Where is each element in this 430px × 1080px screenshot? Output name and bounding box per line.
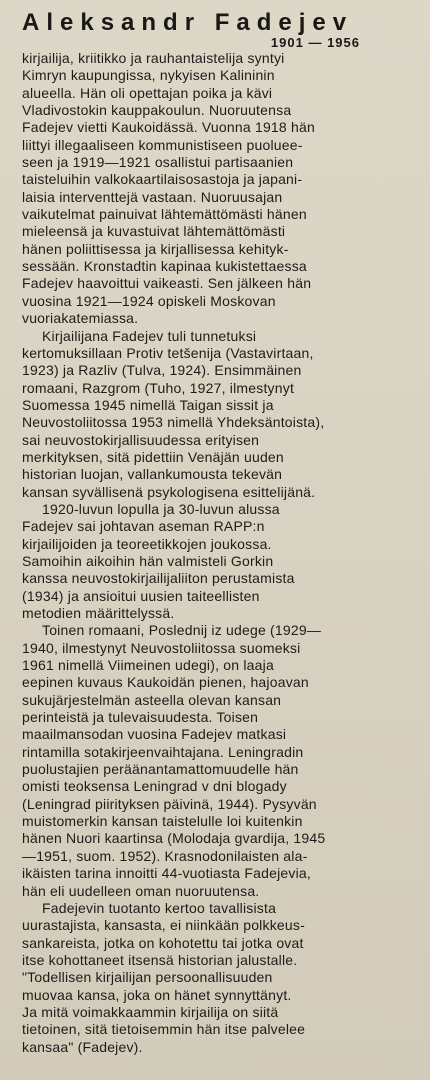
text-line: mieleensä ja kuvastuivat lähtemättömästi bbox=[22, 223, 286, 240]
author-name-heading: Aleksandr Fadejev bbox=[22, 9, 354, 36]
text-line: Fadejevin tuotanto kertoo tavallisista bbox=[42, 899, 277, 916]
biography-text bbox=[22, 50, 420, 1056]
text-line: merkityksen, sitä pidettiin Venäjän uuden bbox=[22, 448, 284, 465]
text-line: romaani, Razgrom (Tuho, 1927, ilmestynyt bbox=[22, 379, 295, 396]
text-line: vaikutelmat painuivat lähtemättömästi hänen bbox=[22, 206, 307, 223]
text-line: maailmansodan vuosina Fadejev matkasi bbox=[22, 726, 287, 743]
biography-paragraph bbox=[22, 900, 420, 1056]
text-line: Kirjailijana Fadejev tuli tunnetuksi bbox=[42, 327, 257, 344]
text-line: omisti teoksensa Leningrad v dni blogady bbox=[22, 778, 287, 795]
text-line: eepinen kuvaus Kaukoidän pienen, hajoavan bbox=[22, 674, 309, 691]
text-line: 1940, ilmestynyt Neuvostoliitossa suomeksi bbox=[22, 639, 301, 656]
biography-paragraph bbox=[22, 622, 420, 900]
text-line: Vladivostokin kauppakoulun. Nuoruutensa bbox=[22, 102, 292, 119]
biography-paragraph bbox=[22, 50, 420, 328]
text-line: (1934) ja ansioitui uusien taiteellisten bbox=[22, 587, 260, 604]
text-line: metodien määrittelyssä. bbox=[22, 605, 175, 621]
text-line: (Leningrad piirityksen päivinä, 1944). Pysyvän bbox=[22, 795, 317, 812]
text-line: puolustajien peräänantamattomuudelle hän bbox=[22, 761, 299, 778]
text-line: sankareista, jotka on kohotettu tai jotka ovat bbox=[22, 934, 304, 951]
author-life-years: 1901 — 1956 bbox=[270, 35, 360, 50]
text-line: ikäisten tarina innoitti 44-vuotiasta Fadejevia, bbox=[22, 865, 311, 882]
text-line: Fadejev vietti Kaukoidässä. Vuonna 1918 hän bbox=[22, 119, 315, 136]
text-line: —1951, suom. 1952). Krasnodonilaisten ala- bbox=[22, 847, 308, 864]
text-line: uurastajista, kansasta, ei niinkään polkkeus- bbox=[22, 917, 305, 934]
text-line: liittyi illegaaliseen kommunistiseen puoluee- bbox=[22, 136, 303, 153]
text-line: kansaa" (Fadejev). bbox=[22, 1038, 143, 1055]
text-line: sessään. Kronstadtin kapinaa kukistettaessa bbox=[22, 258, 307, 275]
text-line: sai neuvostokirjallisuudessa erityisen bbox=[22, 431, 260, 448]
text-line: 1961 nimellä Viimeinen udegi), on laaja bbox=[22, 657, 274, 674]
text-line: kanssa neuvostokirjailijaliiton perustamista bbox=[22, 570, 295, 587]
text-line: Ja mitä voimakkaammin kirjailija on siitä bbox=[22, 1003, 279, 1020]
text-line: vuoriakatemiassa. bbox=[22, 310, 139, 327]
text-line: muistomerkin kansan taistelulle loi kuitenkin bbox=[22, 813, 303, 830]
text-line: 1920-luvun lopulla ja 30-luvun alussa bbox=[42, 500, 280, 517]
text-line: Kimryn kaupungissa, nykyisen Kalininin bbox=[22, 67, 275, 84]
text-line: kirjailija, kriitikko ja rauhantaistelija syntyi bbox=[22, 50, 285, 66]
text-line: taisteluihin valkokaartilaisosastoja ja japani- bbox=[22, 171, 303, 188]
text-line: Suomessa 1945 nimellä Taigan sissit ja bbox=[22, 396, 274, 413]
text-line: 1923) ja Razliv (Tulva, 1924). Ensimmäinen bbox=[22, 362, 302, 379]
text-line: kertomuksillaan Protiv tetšenija (Vastavirtaan, bbox=[22, 344, 314, 361]
text-line: alueella. Hän oli opettajan poika ja kävi bbox=[22, 84, 273, 101]
text-line: historian luojan, vallankumousta tekevän bbox=[22, 466, 283, 483]
text-line: Samoihin aikoihin hän valmisteli Gorkin bbox=[22, 552, 274, 569]
text-line: laisia interventtejä vastaan. Nuoruusajan bbox=[22, 188, 283, 205]
text-line: itse kohottaneet itsensä historian jalustalle. bbox=[22, 951, 298, 968]
text-line: sukujärjestelmän asteella olevan kansan bbox=[22, 691, 282, 708]
biography-paragraph bbox=[22, 501, 420, 622]
text-line: hänen poliittisessa ja kirjallisessa kehityk- bbox=[22, 240, 289, 257]
text-line: hän eli uudelleen oman nuoruutensa. bbox=[22, 882, 260, 899]
text-line: Toinen romaani, Poslednij iz udege (1929— bbox=[42, 622, 322, 639]
text-line: Neuvostoliitossa 1953 nimellä Yhdeksäntoista), bbox=[22, 414, 325, 431]
text-line: hänen Nuori kaartinsa (Molodaja gvardija, 1945 bbox=[22, 830, 326, 847]
text-line: kirjailijoiden ja teoreetikkojen joukossa. bbox=[22, 535, 272, 552]
biography-paragraph bbox=[22, 328, 420, 501]
text-line: vuosina 1921—1924 opiskeli Moskovan bbox=[22, 292, 276, 309]
text-line: perinteistä ja tulevaisuudesta. Toisen bbox=[22, 709, 259, 726]
text-line: kansan syvällisenä psykologisena esittelijänä. bbox=[22, 483, 316, 500]
text-line: Fadejev haavoittui vaikeasti. Sen jälkeen hän bbox=[22, 275, 312, 292]
text-line: rintamilla sotakirjeenvaihtajana. Leningradin bbox=[22, 743, 304, 760]
text-line: Fadejev sai johtavan aseman RAPP:n bbox=[22, 518, 265, 535]
text-line: muovaa kansa, joka on hänet synnyttänyt. bbox=[22, 986, 292, 1003]
text-line: "Todellisen kirjailijan persoonallisuuden bbox=[22, 969, 273, 986]
text-line: seen ja 1919—1921 osallistui partisaanien bbox=[22, 154, 294, 171]
text-line: tietoinen, sitä tietoisemmin hän itse palvelee bbox=[22, 1021, 306, 1038]
